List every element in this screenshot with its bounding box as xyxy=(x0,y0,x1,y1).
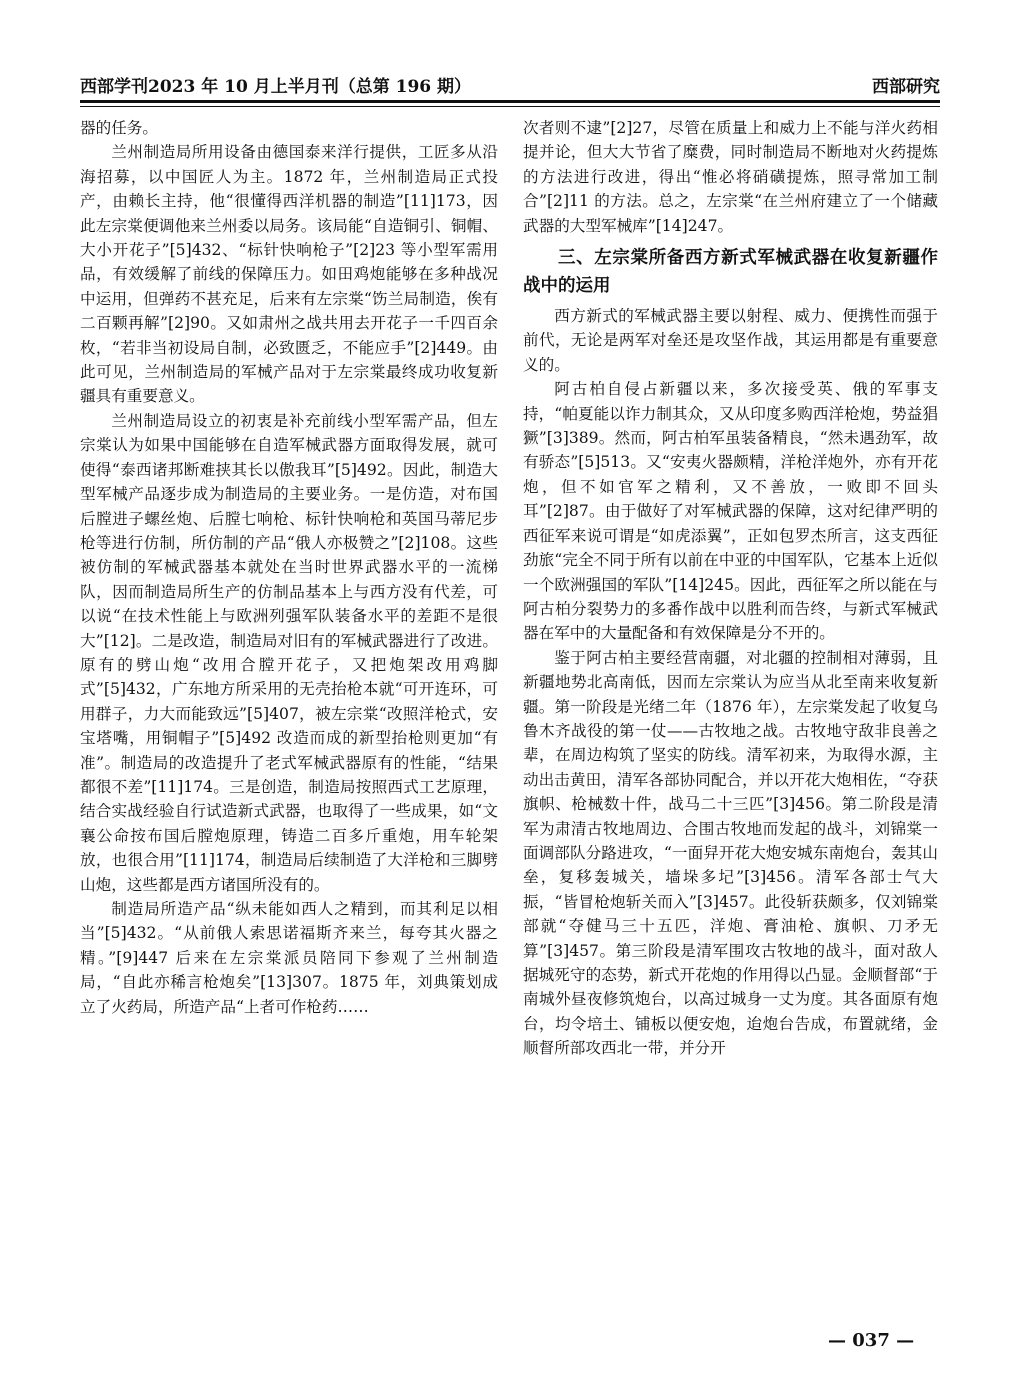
paragraph: 阿古柏自侵占新疆以来，多次接受英、俄的军事支持，“帕夏能以诈力制其众，又从印度多购西洋枪炮，势益猖獗”[3]389。然而，阿古柏军虽装备精良，“然未遇劲军，故有骄态”[5]513。又“安夷火器颇精，洋枪洋炮外，亦有开花炮，但不如官军之精利，又不善放，一败即不回头耳”[2]87。由于做好了对军械武器的保障，这对纪律严明的西征军来说可谓是“如虎添翼”，正如包罗杰所言，这支西征劲旅“完全不同于所有以前在中亚的中国军队，它基本上近似一个欧洲强国的军队”[14]245。因此，西征军之所以能在与阿古柏分裂势力的多番作战中以胜利而告终，与新式军械武器在军中的大量配备和有效保障是分不开的。 xyxy=(523,380,938,643)
page-number: — 037 — xyxy=(828,1330,915,1351)
section-heading: 三、左宗棠所备西方新式军械武器在收复新疆作战中的运用 xyxy=(523,248,938,297)
paragraph: 制造局所造产品“纵未能如西人之精到，而其利足以相当”[5]432。“从前俄人索思诺福斯齐来兰，每夸其火器之精。”[9]447 后来在左宗棠派员陪同下参观了兰州制造局，“自此亦稀言枪炮矣”[13]307。1875 年，刘典策划成立了火药局，所造产品“上者可作枪药…… xyxy=(80,900,498,1016)
paragraph: 器的任务。 xyxy=(80,119,158,137)
paragraph: 兰州制造局所用设备由德国泰来洋行提供，工匠多从沿海招募，以中国匠人为主。1872 年，兰州制造局正式投产，由赖长主持，他“很懂得西洋机器的制造”[11]173，因此左宗棠便调他来兰州委以局务。该局能“自造铜引、铜帽、大小开花子”[5]432、“标针快响枪子”[2]23 等小型军需用品，有效缓解了前线的保障压力。如田鸡炮能够在多种战况中运用，但弹药不甚充足，后来有左宗棠“饬兰局制造，俟有二百颗再解”[2]90。又如肃州之战共用去开花子一千四百余枚，“若非当初设局自制，必致匮乏，不能应手”[2]449。由此可见，兰州制造局的军械产品对于左宗棠最终成功收复新疆具有重要意义。 xyxy=(80,143,498,406)
journal-header xyxy=(80,72,471,97)
issue-info: 2023 年 10 月上半月刊（总第 196 期） xyxy=(148,77,472,97)
paragraph: 兰州制造局设立的初衷是补充前线小型军需产品，但左宗棠认为如果中国能够在自造军械武器方面取得发展，就可使得“泰西诸邦断难挟其长以傲我耳”[5]492。因此，制造大型军械产品逐步成为制造局的主要业务。一是仿造，对布国后膛进子螺丝炮、后膛七响枪、标针快响枪和英国马蒂尼步枪等进行仿制，所仿制的产品“俄人亦极赞之”[2]108。这些被仿制的军械武器基本就处在当时世界武器水平的一流梯队，因而制造局所生产的仿制品基本上与西方没有代差，可以说“在技术性能上与欧洲列强军队装备水平的差距不是很大”[12]。二是改造，制造局对旧有的军械武器进行了改进。原有的劈山炮“改用合膛开花子，又把炮架改用鸡脚式”[5]432，广东地方所采用的无壳抬枪本就“可开连环，可用群子，力大而能致远”[5]407，被左宗棠“改照洋枪式，安宝塔嘴，用铜帽子”[5]492 改造而成的新型抬枪则更加“有准”。制造局的改造提升了老式军械武器原有的性能，“结果都很不差”[11]174。三是创造，制造局按照西式工艺原理，结合实战经验自行试造新式武器，也取得了一些成果，如“文襄公命按布国后膛炮原理，铸造二百多斤重炮，用车轮架放，也很合用”[11]174，制造局后续制造了大洋枪和三脚劈山炮，这些都是西方诸国所没有的。 xyxy=(80,411,498,894)
paragraph: 次者则不逮”[2]27，尽管在质量上和威力上不能与洋火药相提并论，但大大节省了糜费，同时制造局不断地对火药提炼的方法进行改进，得出“惟必将硝磺提炼，照寻常加工制合”[2]11 的方法。总之，左宗棠“在兰州府建立了一个储藏武器的大型军械库”[14]247。 xyxy=(523,119,938,235)
header-rule-thick xyxy=(80,100,940,103)
paragraph: 西方新式的军械武器主要以射程、威力、便携性而强于前代，无论是两军对垒还是攻坚作战，其运用都是有重要意义的。 xyxy=(523,307,938,374)
paragraph: 鉴于阿古柏主要经营南疆，对北疆的控制相对薄弱，且新疆地势北高南低，因而左宗棠认为应当从北至南来收复新疆。第一阶段是光绪二年（1876 年），左宗棠发起了收复乌鲁木齐战役的第一仗——古牧地之战。古牧地守敌非良善之辈，在周边构筑了坚实的防线。清军初来，为取得水源，主动出击黄田，清军各部协同配合，并以开花大炮相佐，“夺获旗帜、枪械数十件，战马二十三匹”[3]456。第二阶段是清军为肃清古牧地周边、合围古牧地而发起的战斗，刘锦棠一面调部队分路进攻，“一面舁开花大炮安城东南炮台，轰其山垒，复移轰城关，墙垛多圮”[3]456。清军各部士气大振，“皆冒枪炮斩关而入”[3]457。此役斩获颇多，仅刘锦棠部就“夺健马三十五匹，洋炮、膏油枪、旗帜、刀矛无算”[3]457。第三阶段是清军围攻古牧地的战斗，面对敌人据城死守的态势，新式开花炮的作用得以凸显。金顺督部“于南城外昼夜修筑炮台，以高过城身一丈为度。其各面原有炮台，均令培土、铺板以便安炮，迨炮台告成，布置就绪，金顺督所部攻西北一带，并分开 xyxy=(523,648,938,1058)
left-column xyxy=(80,116,498,1019)
right-column xyxy=(523,116,938,1061)
running-header xyxy=(80,72,940,100)
journal-name: 西部学刊 xyxy=(80,77,148,97)
section-label: 西部研究 xyxy=(872,77,940,97)
header-rule-thin xyxy=(80,106,940,107)
